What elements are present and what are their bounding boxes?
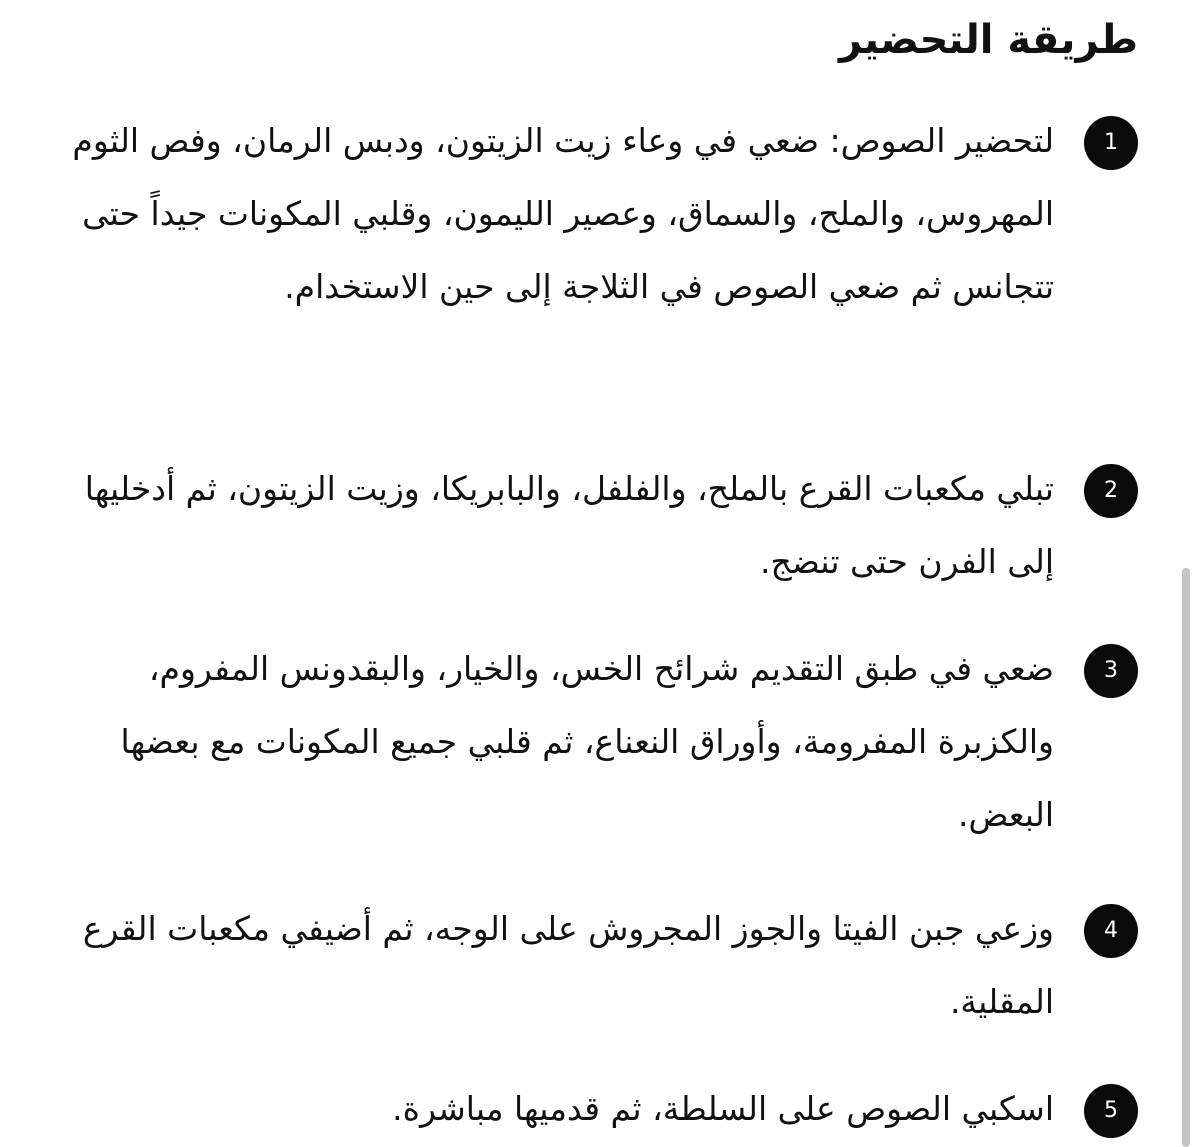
step-number-badge: 4 xyxy=(1084,904,1138,958)
step-text: وزعي جبن الفيتا والجوز المجروش على الوجه، ثم أضيفي مكعبات القرع المقلية. xyxy=(82,909,1054,1021)
step-text: تبلي مكعبات القرع بالملح، والفلفل، والبابريكا، وزيت الزيتون، ثم أدخليها إلى الفرن حتى تنضج. xyxy=(84,469,1054,581)
step-item xyxy=(48,452,1138,598)
step-number-badge: 1 xyxy=(1084,116,1138,170)
step-text: اسكبي الصوص على السلطة، ثم قدميها مباشرة. xyxy=(392,1089,1054,1128)
section-title: طريقة التحضير xyxy=(838,17,1138,63)
step-item xyxy=(48,104,1138,323)
step-text: لتحضير الصوص: ضعي في وعاء زيت الزيتون، ودبس الرمان، وفص الثوم المهروس، والملح، والسماق، وعصير الليمون، وقلبي المكونات جيداً حتى تتجانس ثم ضعي الصوص في الثلاجة إلى حين الاستخدام. xyxy=(72,121,1054,306)
step-number-badge: 5 xyxy=(1084,1084,1138,1138)
step-item xyxy=(48,1072,1138,1145)
step-item xyxy=(48,632,1138,851)
step-number-badge: 2 xyxy=(1084,464,1138,518)
scrollbar-thumb[interactable] xyxy=(1182,568,1190,1147)
step-item xyxy=(48,892,1138,1038)
step-number-badge: 3 xyxy=(1084,644,1138,698)
step-text: ضعي في طبق التقديم شرائح الخس، والخيار، والبقدونس المفروم، والكزبرة المفرومة، وأوراق النعناع، ثم قلبي جميع المكونات مع بعضها البعض. xyxy=(120,649,1054,834)
